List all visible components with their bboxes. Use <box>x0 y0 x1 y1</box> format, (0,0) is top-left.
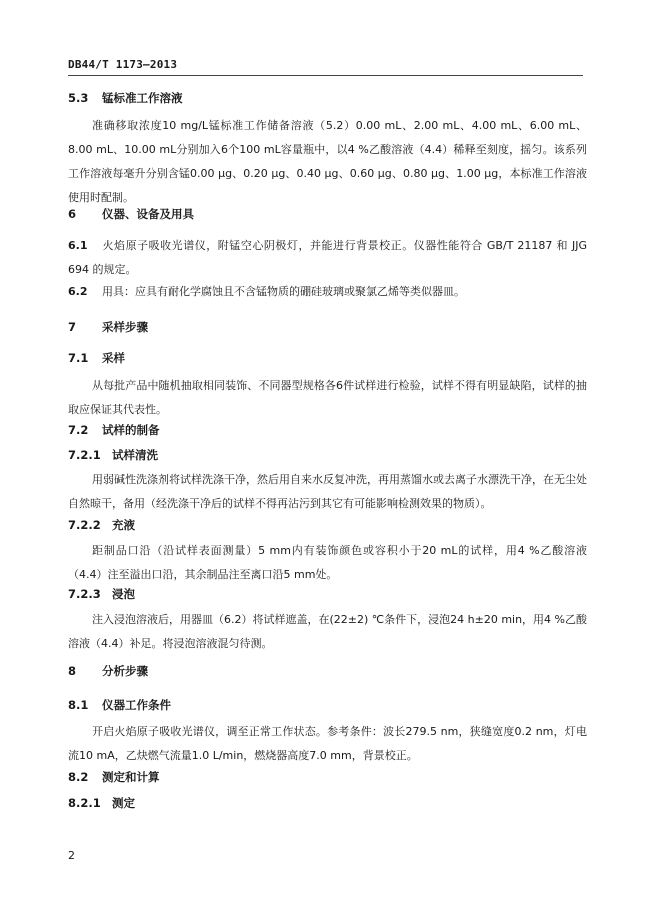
section-7-2-3-heading <box>68 586 135 602</box>
section-7-heading <box>68 319 148 335</box>
section-number: 8.1 <box>68 698 89 712</box>
section-title: 浸泡 <box>112 587 135 601</box>
section-6-2-text: 用具：应具有耐化学腐蚀且不含锰物质的硼硅玻璃或聚氯乙烯等类似器皿。 <box>102 285 465 298</box>
section-title: 充液 <box>112 518 135 532</box>
section-number: 6 <box>68 207 77 221</box>
section-7-2-2-heading <box>68 517 135 533</box>
section-number: 7.1 <box>68 351 89 365</box>
section-title: 测定和计算 <box>102 770 160 784</box>
section-title: 试样清洗 <box>112 448 158 462</box>
section-7-2-3-body: 注入浸泡溶液后，用器皿（6.2）将试样遮盖，在(22±2) ℃条件下，浸泡24 h±20 min，用4 %乙酸溶液（4.4）补足。将浸泡溶液混匀待测。 <box>68 613 588 650</box>
section-number: 6.2 <box>68 285 88 298</box>
section-number: 6.1 <box>68 239 88 252</box>
section-7-2-heading <box>68 422 160 438</box>
section-number: 7.2 <box>68 423 89 437</box>
section-6-1-item <box>68 234 587 282</box>
section-7-1-body: 从每批产品中随机抽取相同装饰、不同器型规格各6件试样进行检验，试样不得有明显缺陷，试样的抽取应保证其代表性。 <box>68 379 587 416</box>
section-title: 分析步骤 <box>102 664 148 678</box>
section-number: 7.2.1 <box>68 448 101 462</box>
section-5-3-heading <box>68 90 183 106</box>
section-title: 锰标准工作溶液 <box>102 91 183 105</box>
section-8-heading <box>68 663 148 679</box>
section-6-heading <box>68 206 194 222</box>
section-6-1-text: 火焰原子吸收光谱仪，附锰空心阴极灯，并能进行背景校正。仪器性能符合 GB/T 21187 和 JJG 694 的规定。 <box>68 239 587 276</box>
document-code: DB44/T 1173—2013 <box>68 58 178 71</box>
section-number: 7 <box>68 320 77 334</box>
header-rule <box>68 75 583 76</box>
section-5-3-body: 准确移取浓度10 mg/L锰标准工作储备溶液（5.2）0.00 mL、2.00 mL、4.00 mL、6.00 mL、8.00 mL、10.00 mL分别加入6个100 mL容量瓶中，以4 %乙酸溶液（4.4）稀释至刻度，摇匀。该系列工作溶液每毫升分别含锰0.00 μg、0.20 μg、0.40 μg、0.60 μg、0.80 μg、1.00 μg，本标准工作溶液使用时配制。 <box>68 119 587 204</box>
page-number: 2 <box>68 849 75 862</box>
section-title: 测定 <box>112 796 135 810</box>
section-title: 采样 <box>102 351 125 365</box>
section-7-1-heading <box>68 350 125 366</box>
section-7-2-2-body: 距制品口沿（沿试样表面测量）5 mm内有装饰颜色或容积小于20 mL的试样，用4 %乙酸溶液（4.4）注至溢出口沿，其余制品注至离口沿5 mm处。 <box>68 544 587 581</box>
section-number: 5.3 <box>68 91 89 105</box>
section-number: 7.2.3 <box>68 587 101 601</box>
section-title: 采样步骤 <box>102 320 148 334</box>
section-8-2-heading <box>68 769 160 785</box>
section-title: 仪器、设备及用具 <box>102 207 194 221</box>
section-title: 仪器工作条件 <box>102 698 171 712</box>
section-8-2-1-heading <box>68 795 135 811</box>
section-7-2-1-heading <box>68 447 158 463</box>
section-7-2-1-body: 用弱碱性洗涤剂将试样洗涤干净，然后用自来水反复冲洗，再用蒸馏水或去离子水漂洗干净，在无尘处自然晾干，备用（经洗涤干净后的试样不得再沾污到其它有可能影响检测效果的物质）。 <box>68 473 587 510</box>
section-6-2-item <box>68 280 587 304</box>
section-number: 7.2.2 <box>68 518 101 532</box>
section-number: 8 <box>68 664 77 678</box>
section-title: 试样的制备 <box>102 423 160 437</box>
section-number: 8.2 <box>68 770 89 784</box>
section-number: 8.2.1 <box>68 796 101 810</box>
section-8-1-body: 开启火焰原子吸收光谱仪，调至正常工作状态。参考条件：波长279.5 nm，狭缝宽度0.2 nm，灯电流10 mA，乙炔燃气流量1.0 L/min，燃烧器高度7.0 mm，背景校正。 <box>68 725 587 762</box>
section-8-1-heading <box>68 697 171 713</box>
